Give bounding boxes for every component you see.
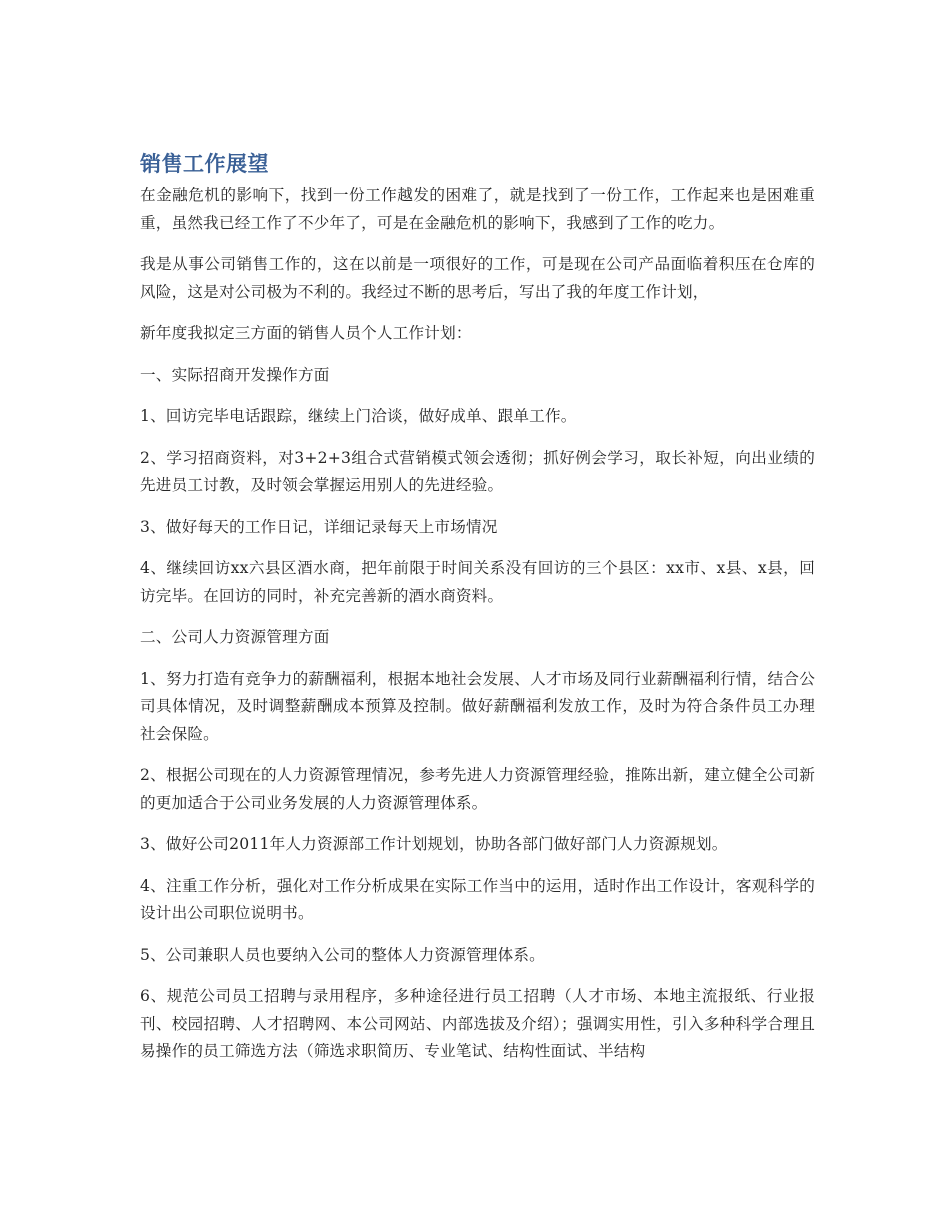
paragraph-intro-1: 在金融危机的影响下，找到一份工作越发的困难了，就是找到了一份工作，工作起来也是困难重重，虽然我已经工作了不少年了，可是在金融危机的影响下，我感到了工作的吃力。: [140, 186, 815, 232]
list-item-2-5: 5、公司兼职人员也要纳入公司的整体人力资源管理体系。: [140, 945, 545, 964]
paragraph-intro-2: 我是从事公司销售工作的，这在以前是一项很好的工作，可是现在公司产品面临着积压在仓库的风险，这是对公司极为不利的。我经过不断的思考后，写出了我的年度工作计划，: [140, 255, 815, 301]
document-body: [140, 148, 815, 1080]
list-item-1-1: 1、回访完毕电话跟踪，继续上门洽谈，做好成单、跟单工作。: [140, 407, 577, 425]
list-item-2-1: 1、努力打造有竞争力的薪酬福利，根据本地社会发展、人才市场及同行业薪酬福利行情，结合公司具体情况，及时调整薪酬成本预算及控制。做好薪酬福利发放工作，及时为符合条件员工办理社会保险。: [140, 669, 815, 743]
list-item-2-2: 2、根据公司现在的人力资源管理情况，参考先进人力资源管理经验，推陈出新，建立健全公司新的更加适合于公司业务发展的人力资源管理体系。: [140, 766, 815, 812]
list-item-2-6: 6、规范公司员工招聘与录用程序，多种途径进行员工招聘（人才市场、本地主流报纸、行业报刊、校园招聘、人才招聘网、本公司网站、内部选拔及介绍）；强调实用性，引入多种科学合理且易操作的员工筛选方法（筛选求职简历、专业笔试、结构性面试、半结构: [140, 987, 815, 1060]
list-item-2-3: 3、做好公司2011年人力资源部工作计划规划，协助各部门做好部门人力资源规划。: [140, 835, 728, 853]
list-item-2-4: 4、注重工作分析，强化对工作分析成果在实际工作当中的运用，适时作出工作设计，客观科学的设计出公司职位说明书。: [140, 876, 815, 922]
paragraph-plan-intro: 新年度我拟定三方面的销售人员个人工作计划：: [140, 324, 472, 342]
document-title: 销售工作展望: [140, 152, 269, 176]
section-heading-2: 二、公司人力资源管理方面: [140, 628, 330, 646]
list-item-1-3: 3、做好每天的工作日记，详细记录每天上市场情况: [140, 517, 498, 536]
list-item-1-4: 4、继续回访xx六县区酒水商，把年前限于时间关系没有回访的三个县区：xx市、x县、x县，回访完毕。在回访的同时，补充完善新的酒水商资料。: [140, 559, 815, 605]
section-heading-1: 一、实际招商开发操作方面: [140, 365, 330, 384]
list-item-1-2: 2、学习招商资料，对3+2+3组合式营销模式领会透彻；抓好例会学习，取长补短，向出业绩的先进员工讨教，及时领会掌握运用别人的先进经验。: [140, 448, 815, 494]
